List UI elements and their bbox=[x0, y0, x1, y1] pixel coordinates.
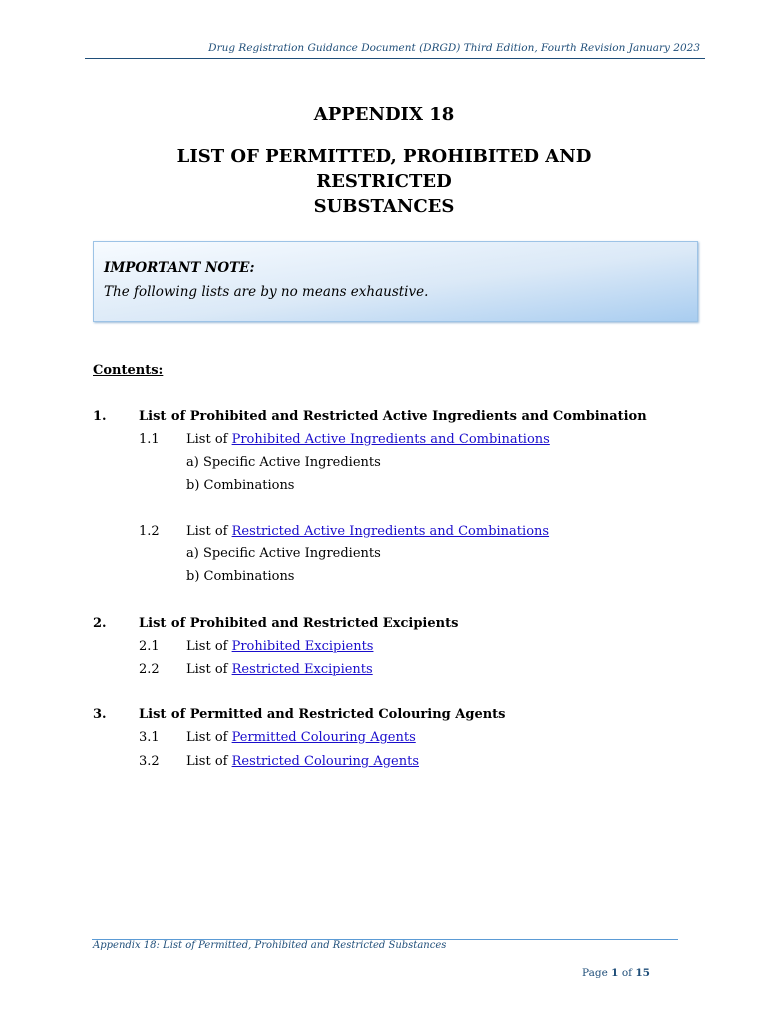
running-footer: Appendix 18: List of Permitted, Prohibited and Restricted Substances bbox=[93, 940, 447, 951]
page-prefix: Page bbox=[582, 967, 612, 979]
link-restricted-excipients[interactable]: Restricted Excipients bbox=[231, 662, 373, 677]
title-line-2: SUBSTANCES bbox=[313, 196, 455, 217]
page-number bbox=[582, 967, 650, 979]
contents-heading: Contents: bbox=[93, 363, 164, 378]
subsection-prefix: List of bbox=[186, 730, 232, 745]
title-line-1: LIST OF PERMITTED, PROHIBITED AND RESTRICTED bbox=[176, 146, 592, 192]
running-header: Drug Registration Guidance Document (DRGD) Third Edition, Fourth Revision January 2023 bbox=[208, 42, 700, 54]
page-current: 1 bbox=[611, 967, 619, 979]
list-item: a) Specific Active Ingredients bbox=[186, 546, 381, 561]
section-number: 2. bbox=[93, 616, 107, 631]
subsection-prefix: List of bbox=[186, 639, 232, 654]
list-item: a) Specific Active Ingredients bbox=[186, 455, 381, 470]
subsection-number: 2.1 bbox=[139, 639, 160, 654]
note-text: The following lists are by no means exhaustive. bbox=[104, 284, 429, 300]
section-title: List of Prohibited and Restricted Excipients bbox=[139, 616, 459, 631]
link-prohibited-active-ingredients[interactable]: Prohibited Active Ingredients and Combinations bbox=[231, 432, 550, 447]
section-number: 3. bbox=[93, 707, 107, 722]
section-number: 1. bbox=[93, 409, 107, 424]
link-prohibited-excipients[interactable]: Prohibited Excipients bbox=[231, 639, 374, 654]
section-title: List of Permitted and Restricted Colouring Agents bbox=[139, 707, 506, 722]
appendix-heading: APPENDIX 18 bbox=[313, 104, 455, 125]
subsection-prefix: List of bbox=[186, 432, 232, 447]
page-title bbox=[120, 144, 648, 219]
page-total: 15 bbox=[635, 967, 650, 979]
subsection-prefix: List of bbox=[186, 754, 232, 769]
subsection-prefix: List of bbox=[186, 662, 232, 677]
link-restricted-colouring-agents[interactable]: Restricted Colouring Agents bbox=[231, 754, 419, 769]
link-restricted-active-ingredients[interactable]: Restricted Active Ingredients and Combinations bbox=[231, 524, 550, 539]
page-of: of bbox=[618, 967, 636, 979]
subsection-number: 3.2 bbox=[139, 754, 160, 769]
header-divider bbox=[85, 58, 705, 59]
note-heading: IMPORTANT NOTE: bbox=[104, 260, 255, 276]
subsection-number: 1.1 bbox=[139, 432, 160, 447]
important-note-box bbox=[93, 241, 698, 322]
subsection-number: 3.1 bbox=[139, 730, 160, 745]
subsection-prefix: List of bbox=[186, 524, 232, 539]
section-title: List of Prohibited and Restricted Active Ingredients and Combination bbox=[139, 409, 647, 424]
link-permitted-colouring-agents[interactable]: Permitted Colouring Agents bbox=[231, 730, 416, 745]
subsection-number: 2.2 bbox=[139, 662, 160, 677]
list-item: b) Combinations bbox=[186, 569, 295, 584]
list-item: b) Combinations bbox=[186, 478, 295, 493]
subsection-number: 1.2 bbox=[139, 524, 160, 539]
